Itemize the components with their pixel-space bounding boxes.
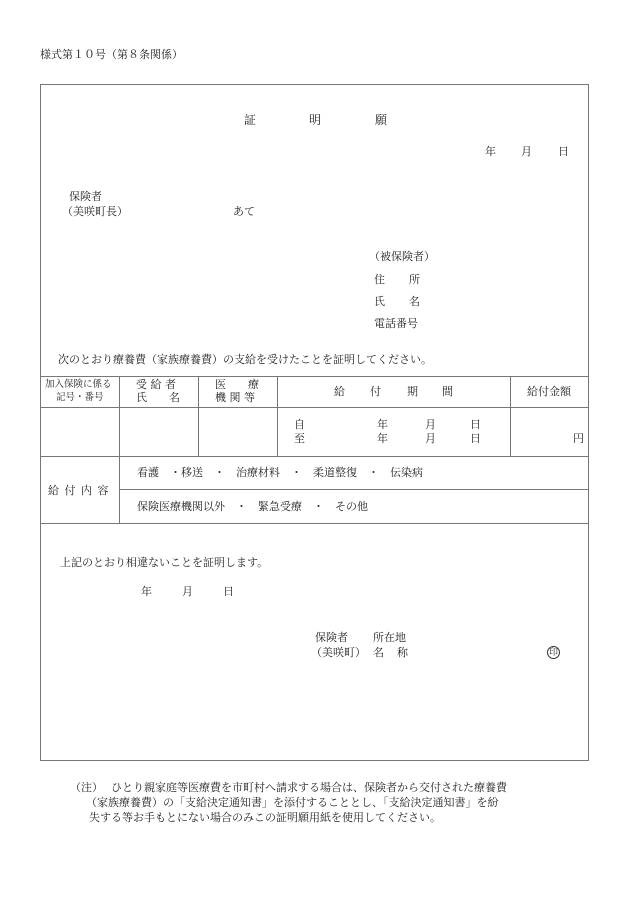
certifier-line2: （美咲町） bbox=[311, 646, 366, 659]
header-institution-2: 機 関 等 bbox=[215, 391, 255, 404]
content-divider-line bbox=[119, 489, 589, 490]
title-char-1: 証 bbox=[244, 113, 257, 127]
note-line1: ひとり親家庭等医療費を市町村へ請求する場合は、保険者から交付された療養費 bbox=[111, 781, 507, 794]
period-to-month: 月 bbox=[425, 432, 436, 445]
header-period-1: 給 bbox=[334, 385, 345, 398]
name-label-2: 名 bbox=[409, 295, 420, 308]
addressee-suffix: あて bbox=[233, 205, 255, 218]
header-period-2: 付 bbox=[370, 385, 381, 398]
name-label-1: 氏 bbox=[374, 295, 385, 308]
header-period-3: 期 bbox=[407, 385, 418, 398]
certifier-name-label-2: 称 bbox=[397, 646, 408, 659]
header-amount: 給付金額 bbox=[527, 385, 571, 398]
title-char-3: 願 bbox=[375, 113, 388, 127]
certification-year: 年 bbox=[141, 585, 152, 598]
header-period-4: 間 bbox=[442, 385, 453, 398]
note-line2: （家族療養費）の「支給決定通知書」を添付することとし、「支給決定通知書」を紛 bbox=[86, 796, 499, 809]
content-options-1: 看護 ・移送 ・ 治療材料 ・ 柔道整復 ・ 伝染病 bbox=[137, 466, 423, 479]
header-recipient-1: 受 給 者 bbox=[136, 378, 176, 391]
addressee-line1: 保険者 bbox=[69, 190, 102, 203]
note-line3: 失する等お手もとにない場合のみこの証明願用紙を使用してください。 bbox=[89, 811, 441, 824]
header-insurance-id-2: 記号・番号 bbox=[56, 392, 104, 403]
certifier-name-label-1: 名 bbox=[373, 646, 384, 659]
address-label-2: 所 bbox=[409, 273, 420, 286]
period-to-year: 年 bbox=[377, 432, 388, 445]
certifier-location-label: 所在地 bbox=[373, 631, 406, 644]
certification-month: 月 bbox=[182, 585, 193, 598]
request-text: 次のとおり療養費（家族療養費）の支給を受けたことを証明してください。 bbox=[58, 353, 432, 366]
certification-text: 上記のとおり相違ないことを証明します。 bbox=[60, 556, 269, 569]
date-day-label: 日 bbox=[558, 145, 569, 158]
col-divider-2 bbox=[198, 376, 199, 456]
seal-icon: 印 bbox=[548, 648, 558, 658]
content-bottom-line bbox=[40, 523, 589, 524]
note-prefix: （注） bbox=[70, 781, 103, 794]
certifier-line1: 保険者 bbox=[315, 631, 348, 644]
period-from-label: 自 bbox=[294, 418, 305, 431]
table-header-bottom-line bbox=[40, 407, 589, 408]
title-char-2: 明 bbox=[309, 113, 322, 127]
period-from-month: 月 bbox=[425, 418, 436, 431]
col-divider-3 bbox=[277, 376, 278, 456]
addressee-line2: （美咲町長） bbox=[62, 205, 128, 218]
date-year-label: 年 bbox=[485, 145, 496, 158]
header-insurance-id-1: 加入保険に係る bbox=[45, 379, 112, 390]
header-recipient-2: 氏 名 bbox=[136, 391, 180, 404]
period-from-day: 日 bbox=[470, 418, 481, 431]
period-from-year: 年 bbox=[377, 418, 388, 431]
content-label: 給 付 内 容 bbox=[48, 484, 110, 497]
period-to-day: 日 bbox=[470, 432, 481, 445]
address-label-1: 住 bbox=[374, 273, 385, 286]
content-options-2: 保険医療機関以外 ・ 緊急受療 ・ その他 bbox=[137, 500, 368, 513]
phone-label: 電話番号 bbox=[374, 317, 418, 330]
period-to-label: 至 bbox=[294, 432, 305, 445]
table-row-bottom-line bbox=[40, 456, 589, 457]
col-divider-4 bbox=[510, 376, 511, 456]
form-frame bbox=[40, 84, 589, 761]
table-top-line bbox=[40, 376, 589, 377]
insured-heading: （被保険者） bbox=[369, 250, 435, 263]
amount-unit: 円 bbox=[573, 432, 584, 445]
header-institution-1: 医 療 bbox=[215, 378, 259, 391]
date-month-label: 月 bbox=[521, 145, 532, 158]
form-number: 様式第１０号（第８条関係） bbox=[40, 48, 183, 61]
certification-day: 日 bbox=[223, 585, 234, 598]
col-divider-1 bbox=[119, 376, 120, 523]
